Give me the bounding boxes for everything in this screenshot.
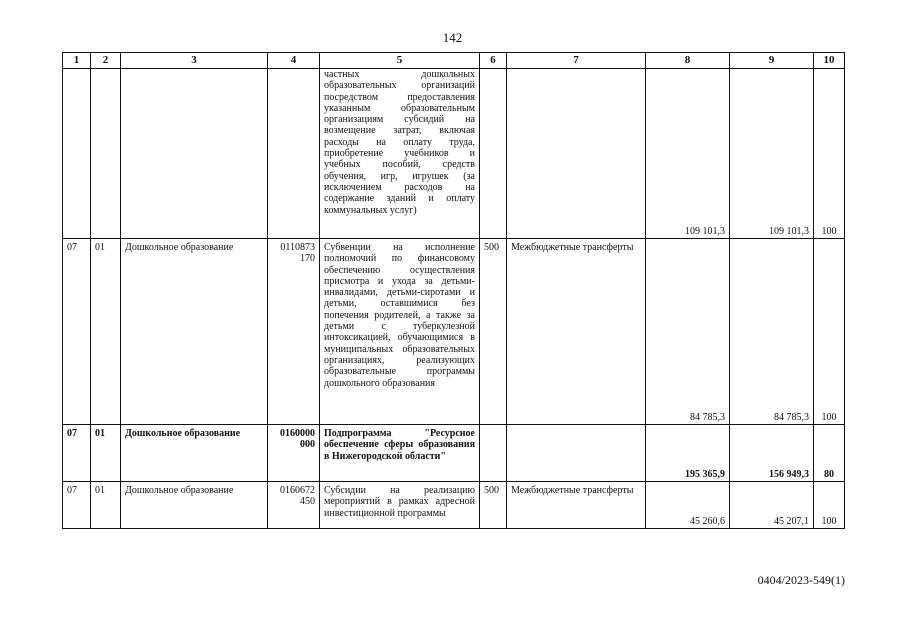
execution-percent: 100 <box>814 239 845 425</box>
expense-description: Субвенции на исполнение полномочий по финансовому обеспечению осуществления присмотра и ухода за детьми-инвалидами, детьми-сиротами и детьми, оставшимися без попечения родителей, а также за детьми с туберкулезной интоксикацией, обучающимися в муниципальных образовательных организациях, реализующих образовательные программы дошкольного образования <box>320 239 480 425</box>
actual-amount: 84 785,3 <box>730 239 814 425</box>
col-header-1: 1 <box>63 53 91 69</box>
execution-percent: 80 <box>814 425 845 482</box>
target-code: 0110873 170 <box>268 239 320 425</box>
section-name <box>121 69 268 239</box>
actual-amount: 109 101,3 <box>730 69 814 239</box>
expense-type-code <box>480 69 507 239</box>
execution-percent: 100 <box>814 69 845 239</box>
col-header-9: 9 <box>730 53 814 69</box>
col-header-8: 8 <box>646 53 730 69</box>
page-number: 142 <box>442 30 463 45</box>
table-row <box>63 239 845 425</box>
section-code <box>63 69 91 239</box>
table-row <box>63 69 845 239</box>
col-header-4: 4 <box>268 53 320 69</box>
actual-amount: 156 949,3 <box>730 425 814 482</box>
subsection-code: 01 <box>91 482 121 529</box>
expense-type-name <box>507 425 646 482</box>
planned-amount: 45 260,6 <box>646 482 730 529</box>
expense-type-code: 500 <box>480 482 507 529</box>
col-header-6: 6 <box>480 53 507 69</box>
target-code: 0160000 000 <box>268 425 320 482</box>
document-id: 0404/2023-549(1) <box>757 573 845 587</box>
execution-percent: 100 <box>814 482 845 529</box>
subsection-code: 01 <box>91 239 121 425</box>
section-name: Дошкольное образование <box>121 425 268 482</box>
expense-type-name: Межбюджетные трансферты <box>507 482 646 529</box>
expense-type-code: 500 <box>480 239 507 425</box>
expense-type-code <box>480 425 507 482</box>
subsection-code <box>91 69 121 239</box>
planned-amount: 84 785,3 <box>646 239 730 425</box>
section-code: 07 <box>63 239 91 425</box>
col-header-2: 2 <box>91 53 121 69</box>
section-name: Дошкольное образование <box>121 239 268 425</box>
target-code <box>268 69 320 239</box>
header-row <box>63 53 845 69</box>
table-row <box>63 482 845 529</box>
subsection-code: 01 <box>91 425 121 482</box>
expense-description: частных дошкольных образовательных организаций посредством предоставления указанным образовательным организациям субсидий на возмещение затрат, включая расходы на оплату труда, приобретение учебников и учебных пособий, средств обучения, игр, игрушек (за исключением расходов на содержание зданий и оплату коммунальных услуг) <box>320 69 480 239</box>
budget-table <box>62 52 845 529</box>
col-header-7: 7 <box>507 53 646 69</box>
expense-type-name: Межбюджетные трансферты <box>507 239 646 425</box>
expense-description: Подпрограмма "Ресурсное обеспечение сферы образования в Нижегородской области" <box>320 425 480 482</box>
col-header-3: 3 <box>121 53 268 69</box>
actual-amount: 45 207,1 <box>730 482 814 529</box>
section-code: 07 <box>63 425 91 482</box>
planned-amount: 109 101,3 <box>646 69 730 239</box>
target-code: 0160672 450 <box>268 482 320 529</box>
planned-amount: 195 365,9 <box>646 425 730 482</box>
section-code: 07 <box>63 482 91 529</box>
table-row <box>63 425 845 482</box>
col-header-10: 10 <box>814 53 845 69</box>
expense-type-name <box>507 69 646 239</box>
expense-description: Субсидии на реализацию мероприятий в рамках адресной инвестиционной программы <box>320 482 480 529</box>
section-name: Дошкольное образование <box>121 482 268 529</box>
col-header-5: 5 <box>320 53 480 69</box>
